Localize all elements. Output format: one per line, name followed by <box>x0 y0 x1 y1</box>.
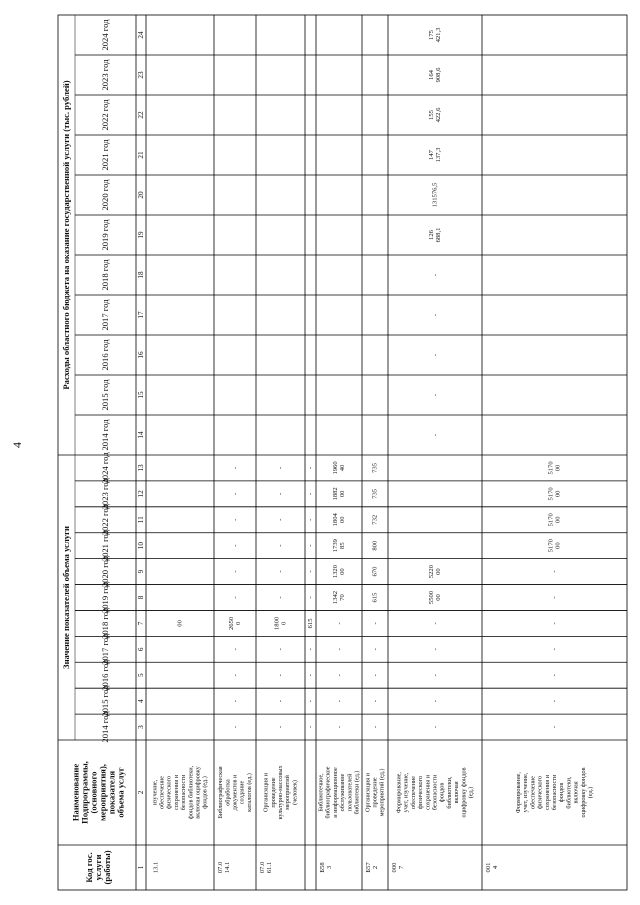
year-header: 2017 год <box>100 299 110 331</box>
header-name-line: показателя <box>106 770 117 815</box>
row-name-line: документов и <box>231 774 239 811</box>
page-number: 4 <box>10 442 24 448</box>
row-name-line: включая <box>572 781 580 804</box>
volume-value: - <box>231 596 239 599</box>
header-name-line: Наименование <box>70 763 81 822</box>
expense-value <box>428 228 442 243</box>
row-code <box>153 862 160 874</box>
volume-value <box>332 461 346 475</box>
expense-value: - <box>431 353 439 357</box>
row-name-line: оцифровку фондов <box>579 767 587 818</box>
row-code-line: 61.1 <box>266 861 273 874</box>
column-number: 1 <box>137 865 145 870</box>
volume-value: - <box>277 570 284 573</box>
volume-value: 800 <box>371 540 379 551</box>
volume-value: - <box>277 492 284 495</box>
row-name-line: Формирование, <box>395 772 403 813</box>
volume-value: - <box>277 674 284 677</box>
volume-value: - <box>277 648 284 651</box>
row-name-line: Организация и <box>364 773 372 812</box>
volume-value: 735 <box>371 488 379 499</box>
volume-value: 00 <box>176 620 184 627</box>
column-number: 3 <box>137 725 145 729</box>
volume-value: - <box>277 725 284 729</box>
volume-value: - <box>277 544 284 547</box>
row-name-line: обеспечение <box>409 776 417 809</box>
header-name-line: объема услуг <box>115 767 126 818</box>
year-header: 2023 год <box>100 478 110 510</box>
column-number: 16 <box>137 351 145 359</box>
row-name-line: безопасности <box>551 774 558 811</box>
row-name-line: фондов (ед.) <box>201 776 209 809</box>
volume-value <box>332 512 346 526</box>
column-number: 9 <box>137 569 145 574</box>
volume-value: - <box>551 648 558 651</box>
year-header: 2018 год <box>100 259 110 291</box>
volume-value: 670 <box>371 566 379 577</box>
row-name-line: оцифровку фондов <box>460 767 468 818</box>
volume-value <box>428 590 442 604</box>
volume-value-line: 00 <box>435 594 442 601</box>
volume-value-line: 00 <box>435 568 442 575</box>
volume-value-line: 00 <box>554 542 562 549</box>
row-code-line: 3 <box>326 865 333 870</box>
row-name <box>396 767 475 817</box>
column-number: 10 <box>137 542 145 550</box>
row-code <box>259 861 273 873</box>
column-number: 14 <box>137 431 145 439</box>
volume-value: - <box>335 700 343 703</box>
row-name <box>217 766 253 818</box>
volume-value: - <box>307 596 314 599</box>
volume-value: - <box>551 622 558 625</box>
volume-value-line: 5220 <box>428 564 435 579</box>
row-name-line: сохранения и <box>543 774 551 811</box>
year-header: 2016 год <box>100 659 110 691</box>
volume-value-line: 1960 <box>332 461 339 475</box>
expense-value <box>428 27 442 43</box>
volume-value <box>548 538 562 552</box>
volume-value: - <box>431 725 439 729</box>
volume-value <box>332 591 346 604</box>
volume-value: - <box>371 674 379 677</box>
column-number: 18 <box>137 271 145 279</box>
volume-value: - <box>551 570 558 573</box>
expense-value: - <box>431 313 439 317</box>
volume-value-line: 2650 <box>228 616 235 631</box>
column-number: 15 <box>137 391 145 399</box>
expense-value-line: 175 <box>428 30 435 40</box>
header-code <box>84 850 112 884</box>
year-header: 2022 год <box>100 504 110 536</box>
row-name <box>151 765 208 819</box>
row-name <box>364 769 385 817</box>
volume-value: - <box>277 700 284 703</box>
expense-value <box>428 147 442 163</box>
volume-value-line: 5170 <box>547 539 555 553</box>
row-name-line: Библиотечное, <box>317 773 325 812</box>
volume-value: - <box>307 570 314 573</box>
volume-value-line: 70 <box>339 594 346 601</box>
volume-value: - <box>431 648 439 651</box>
year-header: 2018 год <box>100 607 110 639</box>
volume-value: - <box>231 518 239 521</box>
year-header: 2022 год <box>100 99 110 131</box>
row-name-line: Организация и <box>262 773 270 812</box>
volume-value-line: 1320 <box>332 564 339 579</box>
expense-value: - <box>431 433 439 437</box>
volume-value: - <box>551 700 558 703</box>
row-name-line: и информационное <box>331 767 339 818</box>
volume-value-line: 00 <box>339 490 346 498</box>
row-name <box>318 766 361 818</box>
volume-value: - <box>231 466 239 470</box>
volume-value: - <box>551 674 558 677</box>
header-code-line: (работы) <box>102 850 112 885</box>
row-code-line: 14.1 <box>224 861 231 874</box>
row-name-line: сохранения и <box>172 774 180 811</box>
year-header: 2016 год <box>100 339 110 371</box>
row-name-line: учет, изучение, <box>402 772 410 813</box>
volume-value: - <box>431 674 439 677</box>
volume-value: - <box>371 622 379 625</box>
volume-value-line: 1739 <box>332 539 339 553</box>
year-header: 2019 год <box>100 219 110 251</box>
volume-value <box>274 616 288 630</box>
row-name-line: библиотеки, <box>565 776 573 809</box>
column-number: 20 <box>137 191 145 199</box>
expense-value-line: 155 <box>428 110 435 120</box>
volume-value: - <box>335 674 343 677</box>
row-name-line: каталогов (ед.) <box>245 773 253 812</box>
year-header: 2020 год <box>100 556 110 588</box>
row-name-line: мероприятий (ед.) <box>378 768 386 817</box>
volume-value: - <box>307 725 314 729</box>
year-header: 2017 год <box>100 633 110 665</box>
volume-value: - <box>335 622 343 625</box>
volume-value: - <box>277 466 284 470</box>
header-name-line: Подпрограммы, <box>79 761 90 824</box>
header-volume-group: Значение показателей объема услуги <box>61 526 71 669</box>
volume-value: - <box>231 674 239 677</box>
header-name-line: (основного <box>88 771 99 814</box>
volume-value: - <box>231 648 239 651</box>
volume-value: - <box>231 544 239 547</box>
volume-value: - <box>431 622 439 625</box>
row-code-line: 07.0 <box>217 861 224 874</box>
volume-value: - <box>371 725 379 729</box>
volume-value-line: 0 <box>235 621 242 626</box>
row-code-line: 000 <box>391 862 398 873</box>
year-header: 2015 год <box>100 685 110 717</box>
year-header: 2014 год <box>100 711 110 743</box>
volume-value-line: 0 <box>280 621 288 626</box>
column-number: 24 <box>137 31 145 39</box>
volume-value-line: 1342 <box>332 590 339 605</box>
row-name-line: библиотеки (ед.) <box>353 770 361 815</box>
table-border <box>58 15 627 890</box>
volume-value <box>228 616 242 630</box>
volume-value: - <box>307 492 314 495</box>
row-code-line: Б58 <box>319 862 326 873</box>
row-code <box>365 862 379 873</box>
volume-value-line: 00 <box>339 568 346 575</box>
row-name-line: физического <box>536 775 544 810</box>
year-header: 2014 год <box>100 419 110 451</box>
row-name-line: библиотеки, <box>445 776 453 809</box>
row-name-line: культурно-массовых <box>277 765 284 820</box>
year-header: 2015 год <box>100 379 110 411</box>
expense-value-line: 908,6 <box>435 67 442 83</box>
volume-value: 732 <box>371 514 379 525</box>
expense-value: 131576,5 <box>431 182 439 208</box>
volume-value-line: 00 <box>554 490 562 498</box>
volume-value: - <box>551 725 558 729</box>
year-header: 2024 год <box>100 452 110 484</box>
column-number: 6 <box>137 647 145 652</box>
row-code <box>217 861 231 873</box>
volume-value: - <box>307 674 314 677</box>
expense-value-line: 164 <box>428 70 435 80</box>
volume-value: - <box>231 700 239 703</box>
volume-value-line: 1882 <box>332 487 339 501</box>
volume-value: 615 <box>307 618 314 629</box>
row-name-line: обслуживание <box>339 773 347 812</box>
header-code-line: услуги <box>93 854 103 881</box>
header-expense-group: Расходы областного бюджета на оказание государственной услуги (тыс. рублей) <box>61 80 71 390</box>
volume-value-line: 1800 <box>273 616 281 631</box>
volume-value: - <box>277 596 284 599</box>
row-name-line: (человек) <box>291 780 299 805</box>
year-header: 2020 год <box>100 179 110 211</box>
column-number: 17 <box>137 311 145 319</box>
expense-value-line: 137,3 <box>435 147 442 163</box>
row-name-line: фондов <box>558 782 566 803</box>
row-code-line: 2 <box>372 865 379 870</box>
row-name <box>263 765 299 820</box>
volume-value: - <box>231 570 239 573</box>
row-name-line: физического <box>417 775 425 810</box>
volume-value: - <box>335 648 343 651</box>
row-name-line: (ед.) <box>587 786 594 799</box>
row-code-line: 7 <box>398 865 405 870</box>
volume-value <box>332 487 346 500</box>
column-number: 4 <box>137 699 145 703</box>
volume-value: - <box>307 544 314 547</box>
row-name-line: пользователей <box>346 773 354 812</box>
volume-value: - <box>335 725 343 729</box>
expense-value: - <box>431 393 439 397</box>
year-header: 2019 год <box>100 581 110 614</box>
volume-value: 615 <box>371 592 379 603</box>
row-name-line: создание <box>238 780 246 805</box>
row-name-line: Формирование, <box>515 772 522 813</box>
column-number: 19 <box>137 231 145 239</box>
row-name-line: фондов <box>438 782 446 803</box>
volume-value-line: 5170 <box>547 513 555 527</box>
row-name-line: безопасности <box>431 774 439 811</box>
volume-value <box>332 538 346 552</box>
volume-value: - <box>371 648 379 651</box>
column-number: 22 <box>137 111 145 119</box>
volume-value: 735 <box>371 463 379 473</box>
year-header: 2021 год <box>100 530 110 562</box>
row-name-line: (ед.) <box>467 786 475 799</box>
column-number: 21 <box>137 151 145 159</box>
row-name-line: мероприятий <box>284 775 292 810</box>
year-header: 2024 год <box>100 19 110 51</box>
volume-value <box>548 512 562 526</box>
row-name-line: включая оцифровку <box>194 766 202 819</box>
expense-value-line: 688,1 <box>435 227 442 243</box>
row-code <box>391 862 405 873</box>
column-number: 11 <box>137 516 145 524</box>
volume-value: - <box>307 648 314 651</box>
volume-value-line: 00 <box>339 516 346 524</box>
row-code-line: 07.0 <box>259 861 266 874</box>
expense-value: - <box>431 273 439 277</box>
volume-value: - <box>307 700 314 703</box>
row-name-line: сохранения и <box>424 774 432 811</box>
volume-value <box>332 564 346 578</box>
row-code-line: 4 <box>492 865 499 870</box>
volume-value-line: 5170 <box>547 461 555 475</box>
volume-value: - <box>371 700 379 703</box>
row-name-line: изучение, <box>151 779 159 806</box>
row-name-line: проведение <box>269 777 277 808</box>
column-number: 2 <box>137 790 145 795</box>
column-number: 23 <box>137 71 145 79</box>
volume-value-line: 5170 <box>547 487 555 501</box>
year-header: 2021 год <box>100 139 110 171</box>
volume-value <box>548 487 562 501</box>
row-name-line: обеспечение <box>158 776 166 809</box>
volume-value: - <box>307 466 314 470</box>
header-code-line: Код гос. <box>84 852 94 883</box>
volume-value-line: 1804 <box>332 513 339 527</box>
volume-value <box>548 461 562 475</box>
volume-value: - <box>277 518 284 521</box>
header-name-line: мероприятия), <box>97 764 108 821</box>
column-number: 13 <box>137 464 145 472</box>
row-name-line: фондов библиотеки, <box>187 765 195 820</box>
year-header: 2023 год <box>100 59 110 91</box>
volume-value-line: 5500 <box>428 590 435 605</box>
row-name-line: обеспечение <box>529 776 537 809</box>
row-code-line: 001 <box>485 862 492 873</box>
row-name-line: Библиографическая <box>217 766 225 819</box>
expense-value-line: 126 <box>428 230 435 240</box>
volume-value <box>428 564 442 578</box>
expense-value <box>428 107 442 123</box>
row-code <box>319 862 333 873</box>
volume-value-line: 85 <box>339 542 346 549</box>
row-name-line: проведение <box>371 777 379 808</box>
expense-value-line: 421,3 <box>435 27 442 43</box>
expense-value-line: 147 <box>428 150 435 160</box>
expense-value-line: 422,6 <box>435 107 442 123</box>
row-name-line: обработка <box>224 779 232 806</box>
row-name-line: физического <box>165 775 173 810</box>
volume-value-line: 40 <box>339 464 346 472</box>
row-name-line: учет, изучение, <box>522 772 530 813</box>
row-name-line: включая <box>453 781 461 804</box>
volume-value-line: 00 <box>554 516 562 524</box>
header-name <box>71 761 126 824</box>
column-number: 12 <box>137 490 145 498</box>
column-number: 7 <box>137 621 145 626</box>
volume-value: - <box>551 596 558 599</box>
volume-value-line: 00 <box>554 464 562 472</box>
volume-value: - <box>231 492 239 495</box>
row-code-line: 13.1 <box>152 861 160 874</box>
column-number: 5 <box>137 673 145 678</box>
volume-value: - <box>431 700 439 703</box>
expense-value <box>428 67 442 83</box>
row-name <box>515 767 594 817</box>
row-name-line: безопасности <box>180 774 188 811</box>
volume-value: - <box>307 518 314 521</box>
volume-value: - <box>231 725 239 729</box>
row-code-line: Б57 <box>365 862 372 873</box>
row-code <box>485 863 499 873</box>
row-name-line: библиографическое <box>324 766 332 819</box>
column-number: 8 <box>137 595 145 600</box>
